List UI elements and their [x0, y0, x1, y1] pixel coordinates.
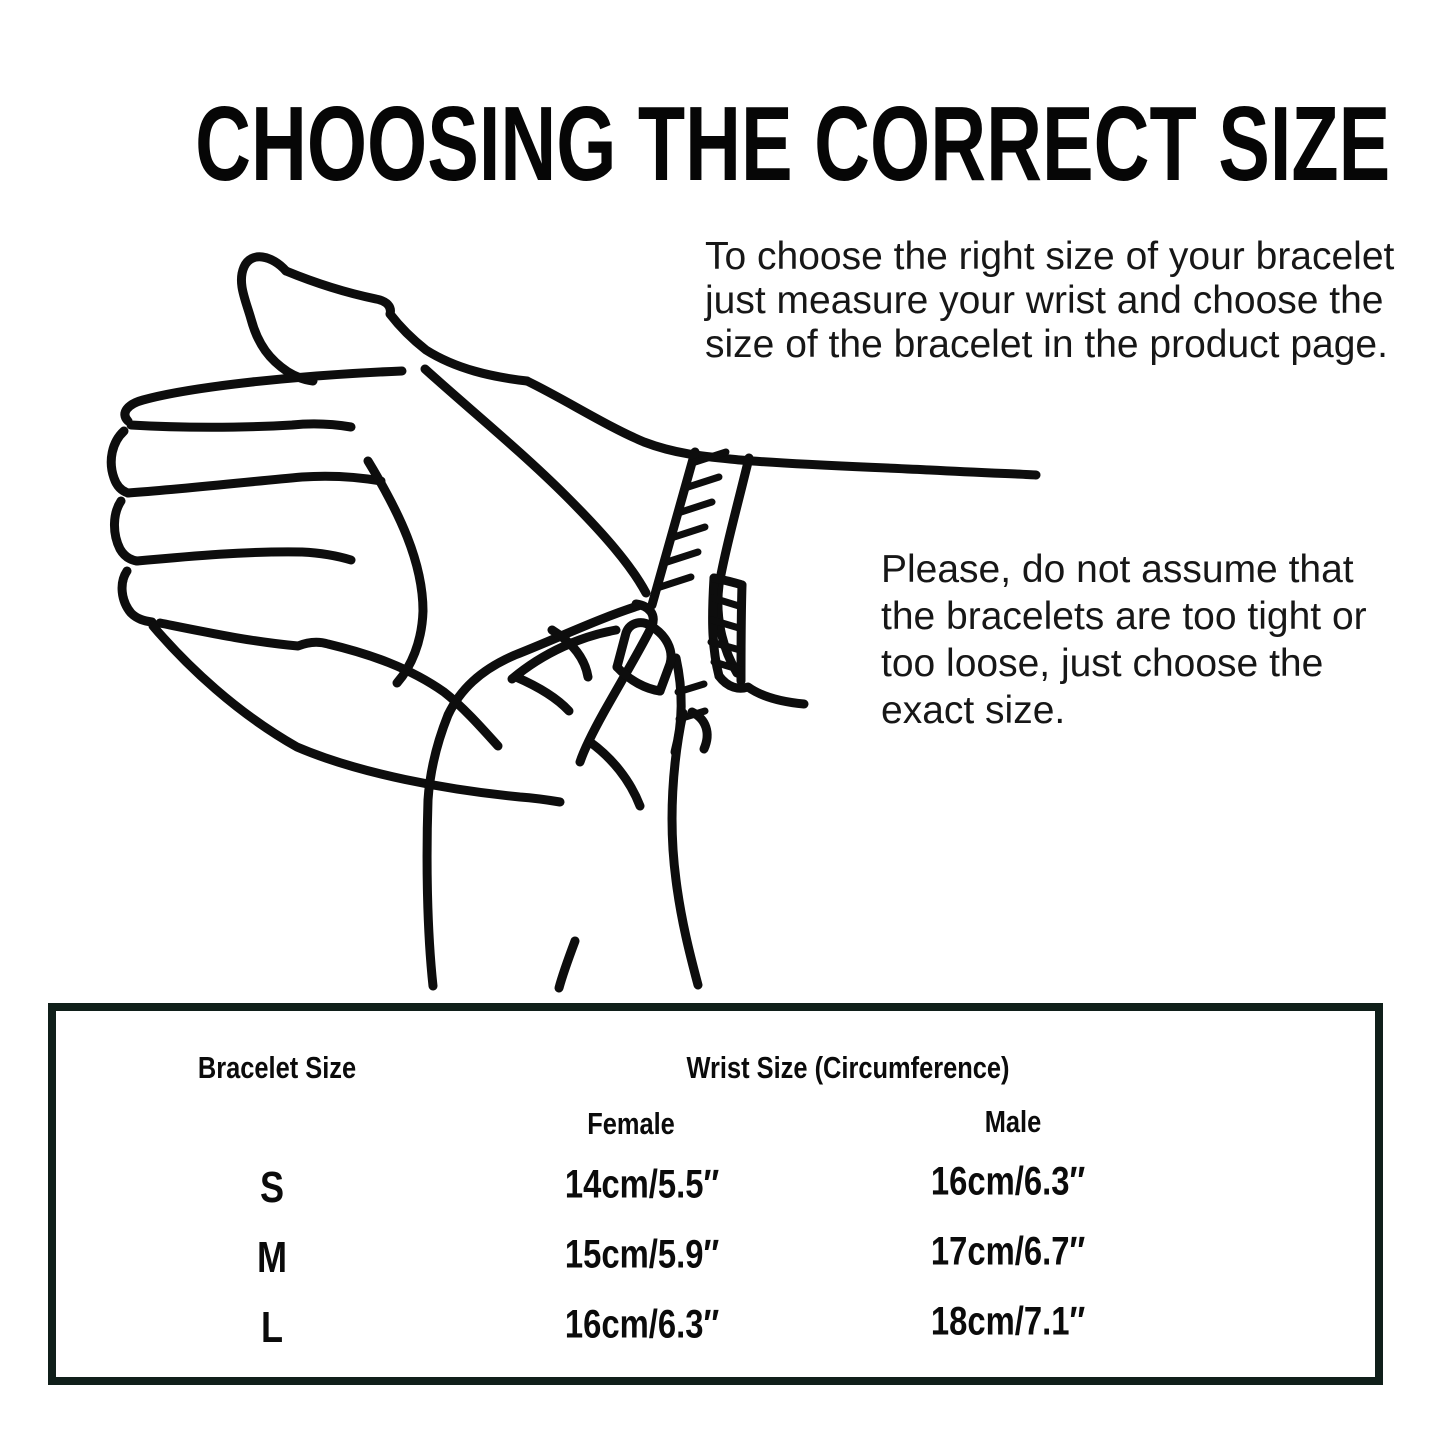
finger-separation-line: [137, 552, 351, 561]
female-wrist-size: 15cm/5.9″: [564, 1232, 720, 1277]
hand-top-and-arm-line: [527, 381, 1036, 475]
note-line: too loose, just choose the: [881, 642, 1324, 685]
note-text: [881, 546, 1367, 734]
middle-finger-tip: [111, 431, 128, 493]
tape-curl-bump: [692, 712, 707, 749]
ring-finger-tip: [114, 501, 137, 561]
male-wrist-size: 18cm/7.1″: [930, 1299, 1086, 1344]
female-wrist-size: 14cm/5.5″: [564, 1162, 720, 1207]
size-table: [48, 1003, 1383, 1385]
size-label: S: [259, 1163, 285, 1212]
knuckle-crease: [516, 677, 569, 711]
size-label: M: [256, 1233, 288, 1282]
note-line: the bracelets are too tight or: [881, 595, 1367, 638]
intro-line: To choose the right size of your bracelet: [705, 235, 1395, 278]
finger-separation-line: [128, 476, 381, 493]
pinky-finger-tip: [122, 571, 152, 622]
measuring-tape: [652, 452, 804, 752]
size-label: L: [260, 1303, 284, 1352]
note-line: Please, do not assume that: [881, 548, 1354, 591]
male-wrist-size: 16cm/6.3″: [930, 1159, 1086, 1204]
wrist-size-header: Wrist Size (Circumference): [686, 1050, 1010, 1085]
female-wrist-size: 16cm/6.3″: [564, 1302, 720, 1347]
knuckle-crease: [590, 742, 640, 806]
palm-crease: [368, 461, 423, 683]
male-wrist-size: 17cm/6.7″: [930, 1229, 1086, 1274]
male-column-header: Male: [984, 1104, 1042, 1139]
holding-hand: [427, 604, 707, 988]
thenar-crease: [425, 369, 646, 593]
intro-text: [705, 235, 1394, 367]
female-column-header: Female: [587, 1106, 675, 1141]
hand-right-edge: [672, 713, 698, 985]
wrist-crease: [559, 941, 575, 988]
note-line: exact size.: [881, 689, 1066, 732]
thumbnail-cuticle: [617, 667, 660, 691]
index-finger-top-edge: [125, 371, 402, 421]
intro-line: just measure your wrist and choose the: [705, 279, 1384, 322]
thumb-inner-edge: [286, 271, 527, 381]
page-title: CHOOSING THE CORRECT SIZE: [195, 85, 1391, 203]
finger-separation-line: [131, 424, 351, 427]
intro-line: size of the bracelet in the product page.: [705, 323, 1388, 366]
bracelet-size-header: Bracelet Size: [197, 1050, 357, 1085]
